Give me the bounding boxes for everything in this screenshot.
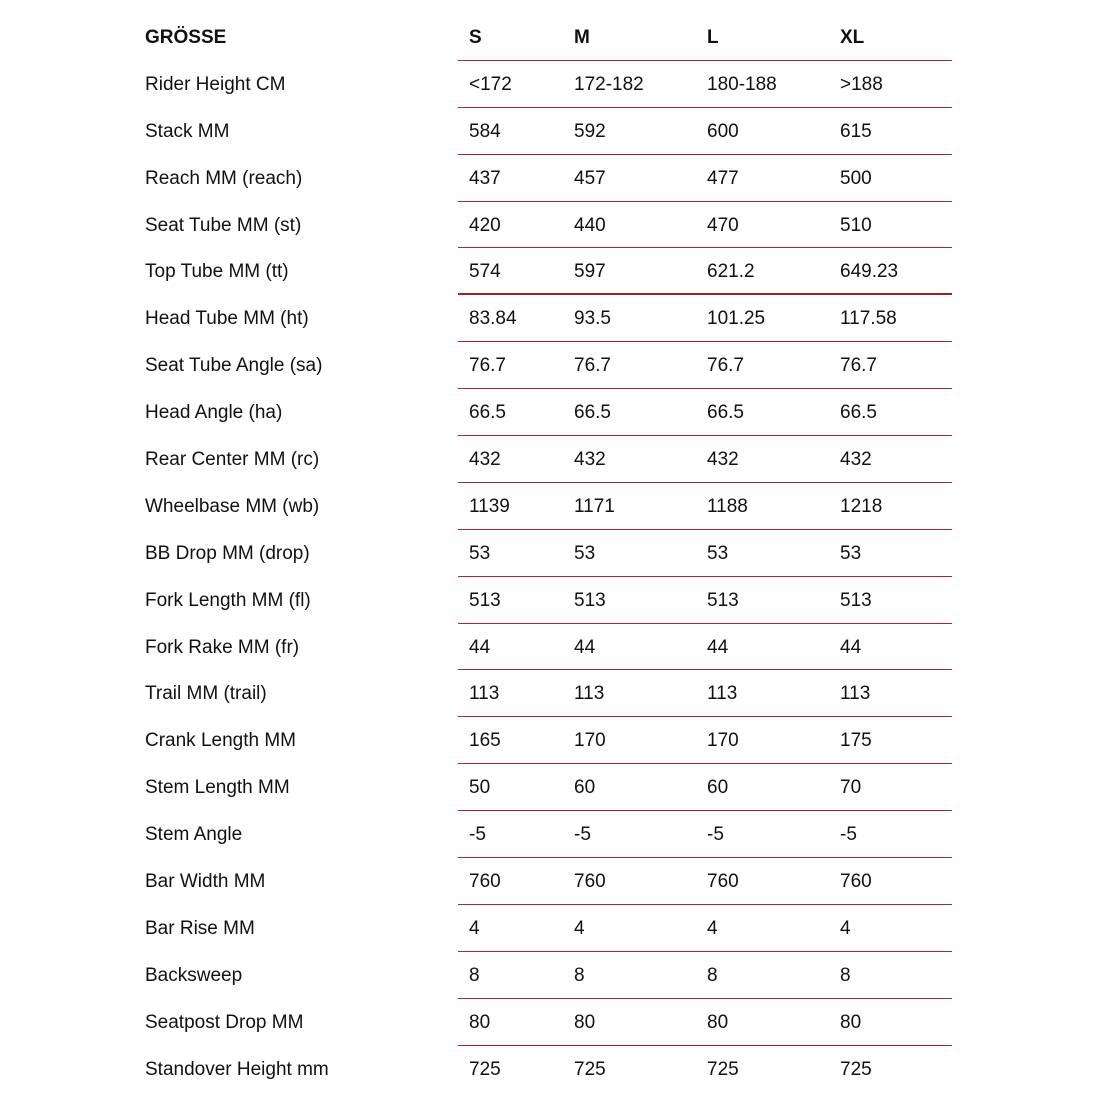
table-row [0, 624, 1100, 671]
cell-size-xl: 500 [840, 167, 872, 189]
cell-size-m: 53 [574, 542, 596, 564]
cell-size-s: 80 [469, 1011, 491, 1033]
cell-size-m: 597 [574, 261, 606, 283]
table-row [0, 905, 1100, 952]
header-size-l: L [707, 27, 719, 48]
row-label: Crank Length MM [145, 730, 297, 752]
row-label: BB Drop MM (drop) [145, 542, 310, 564]
row-label: Fork Length MM (fl) [145, 589, 311, 611]
cell-size-xl: 513 [840, 589, 872, 611]
table-row [0, 342, 1100, 389]
table-row [0, 811, 1100, 858]
table-row [0, 670, 1100, 717]
table-row [0, 61, 1100, 108]
cell-size-xl: 175 [840, 730, 872, 752]
cell-size-m: 93.5 [574, 308, 611, 330]
row-label: Bar Width MM [145, 871, 266, 893]
table-row [0, 108, 1100, 155]
cell-size-l: 113 [707, 683, 738, 705]
cell-size-xl: 510 [840, 214, 872, 236]
cell-size-m: 8 [574, 964, 585, 986]
table-row [0, 952, 1100, 999]
table-row [0, 764, 1100, 811]
cell-size-m: 66.5 [574, 402, 611, 424]
cell-size-xl: 615 [840, 120, 872, 142]
cell-size-m: 113 [574, 683, 605, 705]
table-row [0, 436, 1100, 483]
geometry-table [0, 14, 1100, 1092]
cell-size-l: 53 [707, 542, 729, 564]
table-row [0, 858, 1100, 905]
row-label: Head Tube MM (ht) [145, 308, 309, 330]
cell-size-xl: 53 [840, 542, 862, 564]
row-label: Stem Angle [145, 824, 243, 846]
cell-size-s: 50 [469, 777, 491, 799]
cell-size-s: 76.7 [469, 355, 506, 377]
cell-size-m: 76.7 [574, 355, 611, 377]
cell-size-l: 44 [707, 636, 729, 658]
cell-size-xl: 649.23 [840, 261, 899, 283]
cell-size-xl: 44 [840, 636, 862, 658]
table-row [0, 202, 1100, 249]
cell-size-m: 592 [574, 120, 606, 142]
cell-size-xl: >188 [840, 73, 883, 95]
cell-size-l: -5 [707, 824, 724, 846]
cell-size-s: 574 [469, 261, 501, 283]
table-row [0, 155, 1100, 202]
cell-size-xl: 760 [840, 871, 872, 893]
cell-size-xl: 76.7 [840, 355, 877, 377]
table-row [0, 999, 1100, 1046]
cell-size-xl: 725 [840, 1058, 872, 1080]
cell-size-m: 80 [574, 1011, 596, 1033]
cell-size-xl: 80 [840, 1011, 862, 1033]
header-size-m: M [574, 27, 590, 48]
cell-size-m: 60 [574, 777, 596, 799]
cell-size-s: 4 [469, 917, 480, 939]
row-label: Wheelbase MM (wb) [145, 495, 320, 517]
cell-size-s: 66.5 [469, 402, 506, 424]
cell-size-s: 44 [469, 636, 491, 658]
cell-size-l: 101.25 [707, 308, 766, 330]
cell-size-xl: 117.58 [840, 308, 897, 330]
row-label: Head Angle (ha) [145, 402, 283, 424]
table-row [0, 295, 1100, 342]
cell-size-xl: 113 [840, 683, 871, 705]
cell-size-l: 80 [707, 1011, 729, 1033]
row-label: Backsweep [145, 964, 243, 986]
cell-size-xl: 1218 [840, 495, 883, 517]
cell-size-xl: 4 [840, 917, 851, 939]
cell-size-l: 470 [707, 214, 739, 236]
table-row [0, 248, 1100, 295]
cell-size-xl: 66.5 [840, 402, 877, 424]
cell-size-l: 432 [707, 449, 739, 471]
row-label: Top Tube MM (tt) [145, 261, 289, 283]
cell-size-l: 76.7 [707, 355, 744, 377]
table-row [0, 717, 1100, 764]
cell-size-m: 1171 [574, 495, 615, 517]
row-label: Seat Tube Angle (sa) [145, 355, 323, 377]
table-header-row [0, 14, 1100, 61]
cell-size-s: 8 [469, 964, 480, 986]
row-label: Rear Center MM (rc) [145, 449, 320, 471]
table-row [0, 530, 1100, 577]
cell-size-s: 53 [469, 542, 491, 564]
cell-size-m: 457 [574, 167, 606, 189]
cell-size-xl: -5 [840, 824, 857, 846]
cell-size-s: 420 [469, 214, 501, 236]
cell-size-s: 165 [469, 730, 501, 752]
cell-size-s: 584 [469, 120, 501, 142]
header-size-xl: XL [840, 27, 865, 48]
cell-size-l: 8 [707, 964, 718, 986]
cell-size-s: 83.84 [469, 308, 517, 330]
cell-size-l: 477 [707, 167, 739, 189]
table-row [0, 389, 1100, 436]
cell-size-l: 600 [707, 120, 739, 142]
cell-size-l: 170 [707, 730, 739, 752]
row-label: Rider Height CM [145, 73, 286, 95]
cell-size-s: 1139 [469, 495, 510, 517]
cell-size-s: 725 [469, 1058, 501, 1080]
cell-size-m: -5 [574, 824, 591, 846]
row-label: Fork Rake MM (fr) [145, 636, 300, 658]
table-row [0, 1046, 1100, 1093]
row-label: Bar Rise MM [145, 917, 255, 939]
cell-size-l: 513 [707, 589, 739, 611]
cell-size-xl: 8 [840, 964, 851, 986]
row-label: Stack MM [145, 120, 230, 142]
cell-size-l: 60 [707, 777, 729, 799]
cell-size-s: <172 [469, 73, 512, 95]
cell-size-m: 432 [574, 449, 606, 471]
cell-size-m: 440 [574, 214, 606, 236]
cell-size-m: 513 [574, 589, 606, 611]
cell-size-l: 4 [707, 917, 718, 939]
cell-size-m: 170 [574, 730, 606, 752]
cell-size-s: 432 [469, 449, 501, 471]
row-label: Seatpost Drop MM [145, 1011, 304, 1033]
row-label: Standover Height mm [145, 1058, 329, 1080]
cell-size-xl: 70 [840, 777, 862, 799]
cell-size-m: 725 [574, 1058, 606, 1080]
header-size-s: S [469, 27, 482, 48]
cell-size-m: 172-182 [574, 73, 644, 95]
cell-size-l: 725 [707, 1058, 739, 1080]
cell-size-m: 760 [574, 871, 606, 893]
cell-size-s: 760 [469, 871, 501, 893]
cell-size-s: 113 [469, 683, 500, 705]
cell-size-l: 760 [707, 871, 739, 893]
table-row [0, 577, 1100, 624]
cell-size-l: 621.2 [707, 261, 755, 283]
row-label: Seat Tube MM (st) [145, 214, 302, 236]
cell-size-l: 180-188 [707, 73, 777, 95]
row-label: Stem Length MM [145, 777, 290, 799]
row-label: Reach MM (reach) [145, 167, 303, 189]
cell-size-s: -5 [469, 824, 486, 846]
cell-size-s: 513 [469, 589, 501, 611]
table-row [0, 483, 1100, 530]
row-label: Trail MM (trail) [145, 683, 267, 705]
cell-size-m: 44 [574, 636, 596, 658]
cell-size-xl: 432 [840, 449, 872, 471]
cell-size-l: 66.5 [707, 402, 744, 424]
header-size-label: GRÖSSE [145, 27, 227, 48]
cell-size-m: 4 [574, 917, 585, 939]
cell-size-s: 437 [469, 167, 501, 189]
cell-size-l: 1188 [707, 495, 748, 517]
